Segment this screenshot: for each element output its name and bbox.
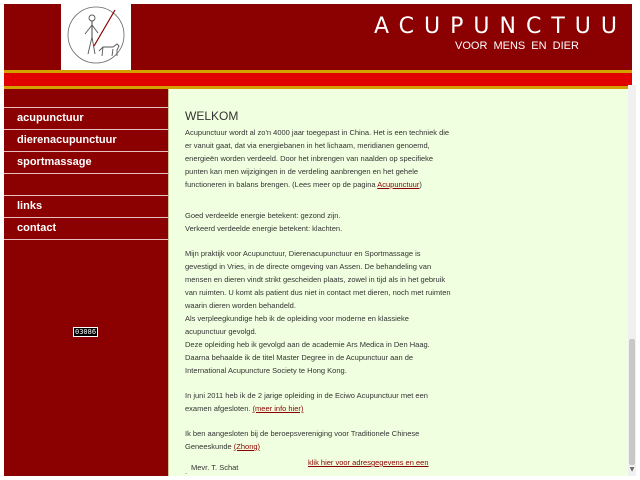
sidebar-item-acupunctuur[interactable]: acupunctuur (4, 107, 168, 129)
ecowo-paragraph (185, 389, 451, 415)
energy-good-line: Goed verdeelde energie betekent: gezond zijn. (185, 211, 341, 220)
sidebar-item-dierenacupunctuur[interactable]: dierenacupunctuur (4, 129, 168, 151)
intro-text: Acupunctuur wordt al zo'n 4000 jaar toegepast in China. Het is een techniek die er vanuit gaat, dat via energiebanen in het lichaam, meridianen genoemd, energieën worden verdeeld. Door het inbrengen van naalden op specifieke punten kan men wijzigingen in de verdeling aanbrengen en het gehele functioneren in balans brengen. (Lees meer op de pagina (185, 128, 450, 189)
ecowo-text: In juni 2011 heb ik de 2 jarige opleiding in de Eciwo Acupunctuur met een examen afgesloten. (185, 391, 428, 413)
meer-info-link[interactable]: (meer info hier) (252, 404, 304, 413)
sidebar-item-links[interactable]: links (4, 195, 168, 217)
visitor-counter: 03086 (75, 328, 97, 336)
scroll-down-icon[interactable]: ▼ (629, 466, 635, 473)
sidebar-item-contact[interactable]: contact (4, 217, 168, 239)
zhong-text: Ik ben aangesloten bij de beroepsvereniging voor Traditionele Chinese Geneeskunde (185, 429, 420, 451)
main-content (168, 89, 632, 476)
zhong-paragraph (185, 427, 451, 453)
sidebar-divider (4, 239, 168, 240)
scrollbar-thumb[interactable] (629, 339, 635, 465)
address-link[interactable]: klik hier voor adresgegevens en een (308, 458, 429, 467)
acupunctuur-link[interactable]: Acupunctuur (377, 180, 420, 189)
degree-paragraph: Daarna behaalde ik de titel Master Degree in de Acupunctuur aan de International Acupuncture Society te Hong Kong. (185, 353, 414, 375)
site-subtitle: VOOR MENS EN DIER (455, 40, 579, 52)
practice-paragraph: Mijn praktijk voor Acupunctuur, Dierenacupunctuur en Sportmassage is gevestigd in Vries, in de directe omgeving van Assen. De behandeling van mensen en dieren vindt strikt gescheiden plaats, zowel in tijd als in het gebruik van ruimten. U komt als patient dus niet in contact met dieren, noch met ruimten waarin dieren worden behandeld. (185, 249, 451, 310)
zhong-link[interactable]: (Zhong) (233, 442, 261, 451)
header (4, 4, 632, 70)
page (4, 4, 632, 476)
sidebar-item-sportmassage[interactable]: sportmassage (4, 151, 168, 173)
header-stripe-red (4, 73, 632, 86)
scrollbar[interactable] (628, 85, 636, 476)
sidebar (4, 89, 168, 476)
intro-paragraph (185, 126, 451, 191)
acupuncture-logo-icon (61, 4, 131, 70)
dot-text: . (185, 467, 188, 476)
energy-bad-line: Verkeerd verdeelde energie betekent: klachten. (185, 224, 343, 233)
intro-text-end: ) (419, 180, 422, 189)
logo[interactable] (61, 4, 131, 70)
site-title: ACUPUNCTUU (374, 14, 627, 39)
nurse-paragraph: Als verpleegkundige heb ik de opleiding voor moderne en klassieke acupunctuur gevolgd. (185, 314, 409, 336)
page-title: WELKOM (185, 109, 239, 123)
footer-name: Mevr. T. Schat (191, 463, 239, 472)
content-body (185, 109, 451, 476)
sidebar-divider (4, 173, 168, 174)
academy-paragraph: Deze opleiding heb ik gevolgd aan de academie Ars Medica in Den Haag. (185, 340, 430, 349)
